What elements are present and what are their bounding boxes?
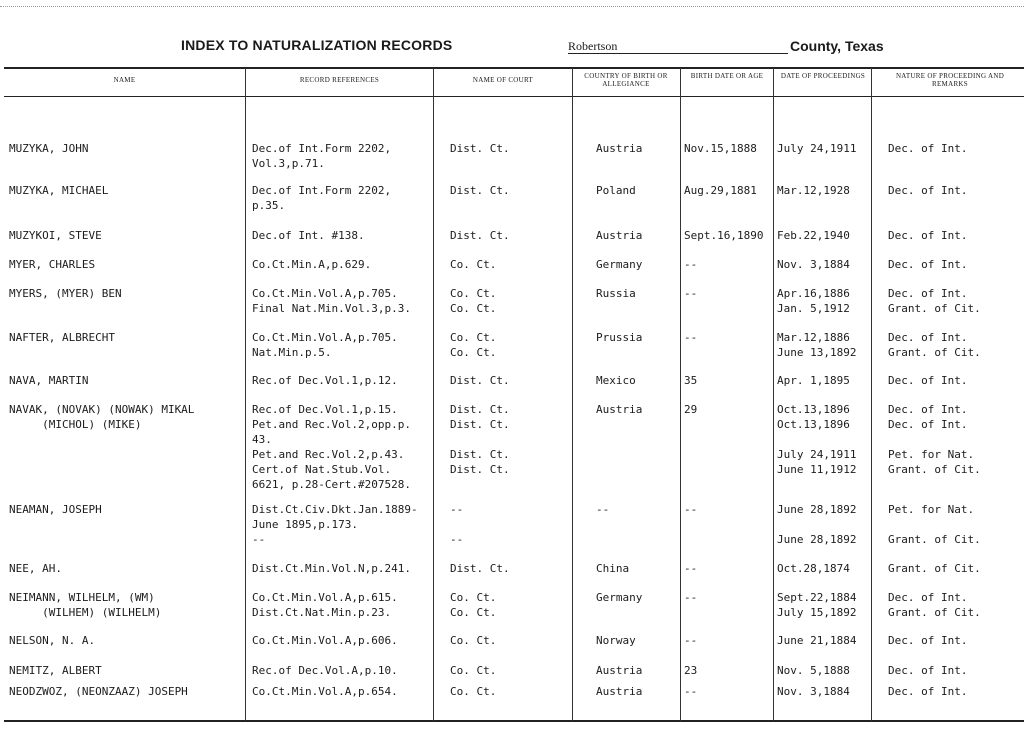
record-name: MUZYKA, JOHN (9, 142, 89, 155)
record-references: Dec.of Int.Form 2202, p.35. (252, 184, 392, 212)
record-date: Apr. 1,1895 (777, 374, 850, 387)
county-label: County, Texas (790, 38, 884, 54)
record-court: Co. Ct. (450, 685, 497, 698)
record-name: MYERS, (MYER) BEN (9, 287, 122, 300)
record-birth: 23 (684, 664, 698, 677)
record-nature: Dec. of Int. (888, 374, 968, 387)
column-divider (245, 68, 246, 721)
record-birth: Nov.15,1888 (684, 142, 757, 155)
record-date: Sept.22,1884 July 15,1892 (777, 591, 857, 619)
column-header-name: NAME (113, 76, 136, 84)
record-nature: Dec. of Int. (888, 664, 968, 677)
record-references: Co.Ct.Min.Vol.A,p.606. (252, 634, 398, 647)
record-date: Apr.16,1886 Jan. 5,1912 (777, 287, 850, 315)
record-references: Co.Ct.Min.Vol.A,p.654. (252, 685, 398, 698)
record-references: Rec.of Dec.Vol.1,p.15. Pet.and Rec.Vol.2,opp.p. 43. Pet.and Rec.Vol.2,p.43. Cert.of Nat.Stub.Vol. 6621, p.28-Cert.#207528. (252, 403, 411, 491)
record-court: Co. Ct. Co. Ct. (450, 591, 497, 619)
record-birth: -- (684, 503, 698, 516)
record-nature: Dec. of Int. (888, 634, 968, 647)
record-name: NAVAK, (NOVAK) (NOWAK) MIKAL (MICHOL) (MIKE) (9, 403, 195, 431)
record-country: -- (596, 503, 610, 516)
record-country: Russia (596, 287, 636, 300)
record-nature: Grant. of Cit. (888, 562, 981, 575)
record-nature: Dec. of Int. (888, 229, 968, 242)
record-date: June 21,1884 (777, 634, 857, 647)
record-references: Co.Ct.Min.Vol.A,p.705. Final Nat.Min.Vol.3,p.3. (252, 287, 411, 315)
column-divider (680, 68, 681, 721)
record-court: Co. Ct. Co. Ct. (450, 331, 497, 359)
column-header-date-of-proceedings: DATE OF PROCEEDINGS (780, 72, 866, 80)
record-name: NAVA, MARTIN (9, 374, 89, 387)
record-country: Austria (596, 685, 643, 698)
record-name: NEODZWOZ, (NEONZAAZ) JOSEPH (9, 685, 188, 698)
record-nature: Dec. of Int. Dec. of Int. Pet. for Nat. Grant. of Cit. (888, 403, 981, 476)
column-header-birth-date: BIRTH DATE OR AGE (690, 72, 764, 80)
record-country: Austria (596, 664, 643, 677)
record-birth: 29 (684, 403, 698, 416)
record-references: Co.Ct.Min.Vol.A,p.705. Nat.Min.p.5. (252, 331, 398, 359)
record-references: Rec.of Dec.Vol.1,p.12. (252, 374, 398, 387)
record-nature: Pet. for Nat. Grant. of Cit. (888, 503, 981, 546)
record-court: Dist. Ct. Dist. Ct. Dist. Ct. Dist. Ct. (450, 403, 510, 476)
record-references: Dec.of Int. #138. (252, 229, 365, 242)
record-name: MUZYKOI, STEVE (9, 229, 102, 242)
record-references: Dist.Ct.Min.Vol.N,p.241. (252, 562, 411, 575)
column-divider (572, 68, 573, 721)
record-nature: Dec. of Int. Grant. of Cit. (888, 331, 981, 359)
record-birth: Sept.16,1890 (684, 229, 764, 242)
record-name: MYER, CHARLES (9, 258, 96, 271)
record-birth: -- (684, 562, 698, 575)
record-country: Poland (596, 184, 636, 197)
record-nature: Dec. of Int. (888, 142, 968, 155)
record-birth: -- (684, 258, 698, 271)
record-country: Austria (596, 229, 643, 242)
record-date: Nov. 5,1888 (777, 664, 850, 677)
record-date: Oct.28,1874 (777, 562, 850, 575)
record-nature: Dec. of Int. (888, 685, 968, 698)
record-references: Rec.of Dec.Vol.A,p.10. (252, 664, 398, 677)
record-date: July 24,1911 (777, 142, 857, 155)
column-divider (773, 68, 774, 721)
record-name: NELSON, N. A. (9, 634, 96, 647)
record-references: Co.Ct.Min.Vol.A,p.615. Dist.Ct.Nat.Min.p.23. (252, 591, 398, 619)
record-references: Dec.of Int.Form 2202, Vol.3,p.71. (252, 142, 392, 170)
record-country: Austria (596, 403, 643, 416)
column-header-nature-of-proceeding: NATURE OF PROCEEDING AND REMARKS (895, 72, 1005, 88)
record-court: Dist. Ct. (450, 184, 510, 197)
record-country: China (596, 562, 630, 575)
column-header-court: NAME OF COURT (472, 76, 534, 84)
top-margin-edge (0, 0, 1024, 7)
record-nature: Dec. of Int. Grant. of Cit. (888, 591, 981, 619)
record-country: Prussia (596, 331, 643, 344)
record-court: -- -- (450, 503, 464, 546)
record-references: Dist.Ct.Civ.Dkt.Jan.1889- June 1895,p.173. -- (252, 503, 418, 546)
record-nature: Dec. of Int. (888, 258, 968, 271)
record-birth: 35 (684, 374, 698, 387)
record-court: Co. Ct. (450, 634, 497, 647)
record-name: NAFTER, ALBRECHT (9, 331, 115, 344)
record-court: Dist. Ct. (450, 562, 510, 575)
column-divider (871, 68, 872, 721)
record-court: Co. Ct. (450, 664, 497, 677)
record-date: Nov. 3,1884 (777, 258, 850, 271)
record-birth: -- (684, 331, 698, 344)
record-court: Dist. Ct. (450, 374, 510, 387)
record-name: NEIMANN, WILHELM, (WM) (WILHEM) (WILHELM) (9, 591, 162, 619)
record-country: Germany (596, 591, 643, 604)
record-court: Dist. Ct. (450, 142, 510, 155)
record-country: Mexico (596, 374, 636, 387)
record-name: NEE, AH. (9, 562, 62, 575)
record-name: MUZYKA, MICHAEL (9, 184, 109, 197)
record-references: Co.Ct.Min.A,p.629. (252, 258, 372, 271)
record-birth: -- (684, 591, 698, 604)
record-birth: -- (684, 287, 698, 300)
record-date: June 28,1892 June 28,1892 (777, 503, 857, 546)
record-birth: -- (684, 685, 698, 698)
column-divider (433, 68, 434, 721)
record-court: Co. Ct. (450, 258, 497, 271)
record-date: Mar.12,1886 June 13,1892 (777, 331, 857, 359)
record-birth: -- (684, 634, 698, 647)
page-title: INDEX TO NATURALIZATION RECORDS (181, 37, 453, 53)
record-country: Norway (596, 634, 636, 647)
record-date: Nov. 3,1884 (777, 685, 850, 698)
record-court: Dist. Ct. (450, 229, 510, 242)
county-name-field: Robertson (568, 39, 788, 54)
record-date: Feb.22,1940 (777, 229, 850, 242)
column-header-country: COUNTRY OF BIRTH OR ALLEGIANCE (584, 72, 668, 88)
record-date: Oct.13,1896 Oct.13,1896 July 24,1911 June 11,1912 (777, 403, 857, 476)
record-country: Germany (596, 258, 643, 271)
record-court: Co. Ct. Co. Ct. (450, 287, 497, 315)
record-date: Mar.12,1928 (777, 184, 850, 197)
record-nature: Dec. of Int. (888, 184, 968, 197)
record-birth: Aug.29,1881 (684, 184, 757, 197)
record-nature: Dec. of Int. Grant. of Cit. (888, 287, 981, 315)
record-name: NEAMAN, JOSEPH (9, 503, 102, 516)
column-header-record-references: RECORD REFERENCES (299, 76, 380, 84)
record-country: Austria (596, 142, 643, 155)
record-name: NEMITZ, ALBERT (9, 664, 102, 677)
